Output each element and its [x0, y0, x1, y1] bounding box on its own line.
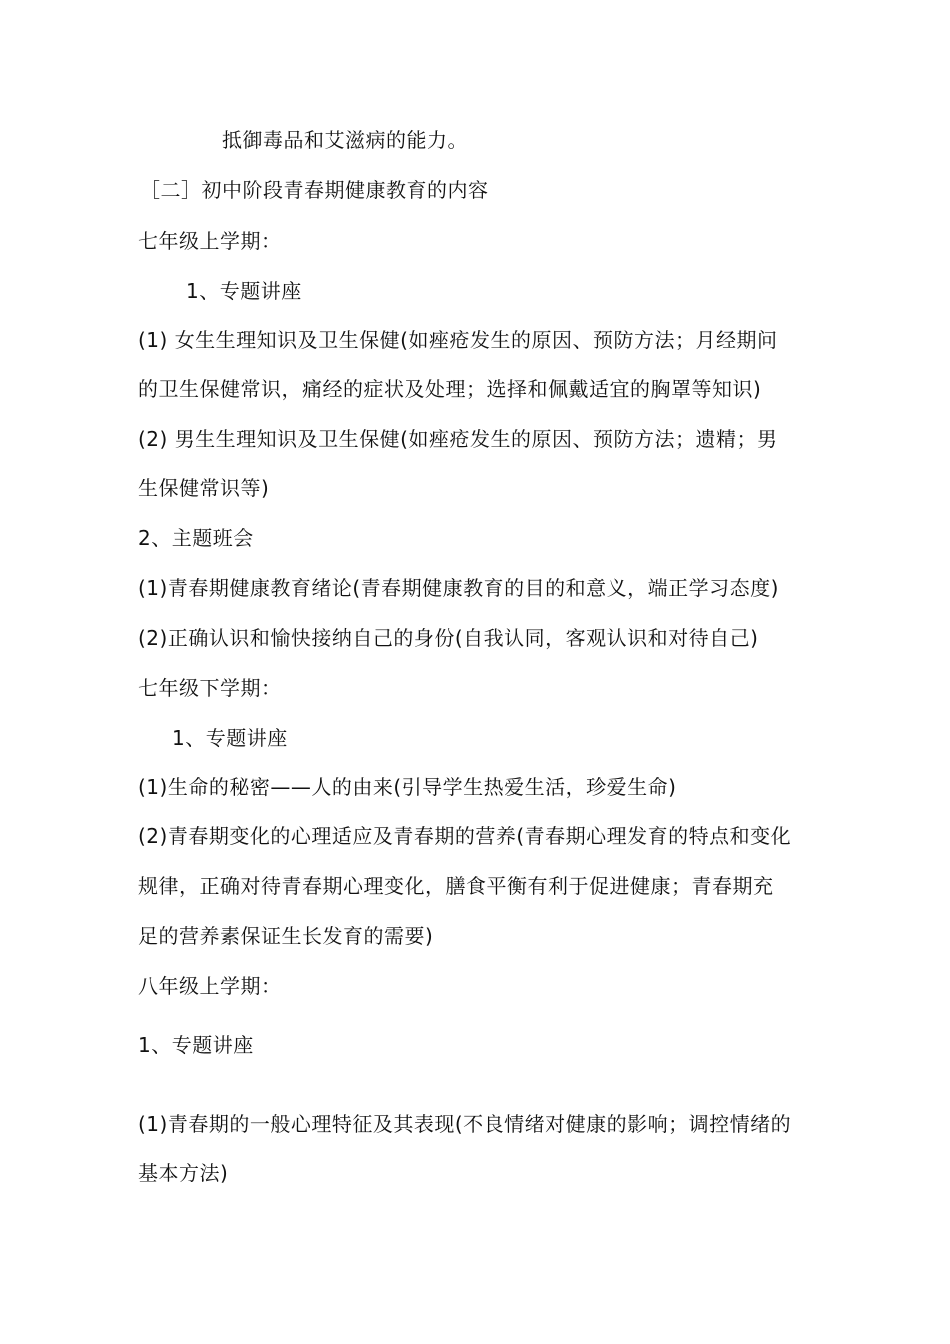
term-heading-grade8-first: 八年级上学期： — [138, 974, 282, 998]
list-item: (1) 女生生理知识及卫生保健(如痤疮发生的原因、预防方法；月经期问 — [138, 328, 778, 352]
term-heading-grade7-first: 七年级上学期： — [138, 229, 282, 253]
list-item: (2) 男生生理知识及卫生保健(如痤疮发生的原因、预防方法；遗精；男 — [138, 427, 778, 451]
list-item-continuation: 的卫生保健常识，痛经的症状及处理；选择和佩戴适宜的胸罩等知识) — [138, 377, 762, 401]
list-item: (1)生命的秘密——人的由来(引导学生热爱生活，珍爱生命) — [138, 775, 677, 799]
list-item-continuation: 基本方法) — [138, 1161, 229, 1185]
list-item: (1)青春期的一般心理特征及其表现(不良情绪对健康的影响；调控情绪的 — [138, 1112, 792, 1136]
list-item-continuation: 足的营养素保证生长发育的需要) — [138, 924, 434, 948]
subheading-lecture: 1、专题讲座 — [172, 726, 288, 750]
paragraph-continuation: 抵御毒品和艾滋病的能力。 — [222, 128, 468, 152]
list-item-continuation: 规律，正确对待青春期心理变化，膳食平衡有利于促进健康；青春期充 — [138, 874, 774, 898]
subheading-lecture: 1、专题讲座 — [186, 279, 302, 303]
list-item: (2)正确认识和愉快接纳自己的身份(自我认同，客观认识和对待自己) — [138, 626, 759, 650]
subheading-lecture: 1、专题讲座 — [138, 1033, 254, 1057]
subheading-class-meeting: 2、主题班会 — [138, 526, 254, 550]
list-item-continuation: 生保健常识等) — [138, 476, 270, 500]
term-heading-grade7-second: 七年级下学期： — [138, 676, 282, 700]
section-heading: ［二］初中阶段青春期健康教育的内容 — [140, 178, 489, 202]
list-item: (2)青春期变化的心理适应及青春期的营养(青春期心理发育的特点和变化 — [138, 824, 792, 848]
list-item: (1)青春期健康教育绪论(青春期健康教育的目的和意义，端正学习态度) — [138, 576, 779, 600]
